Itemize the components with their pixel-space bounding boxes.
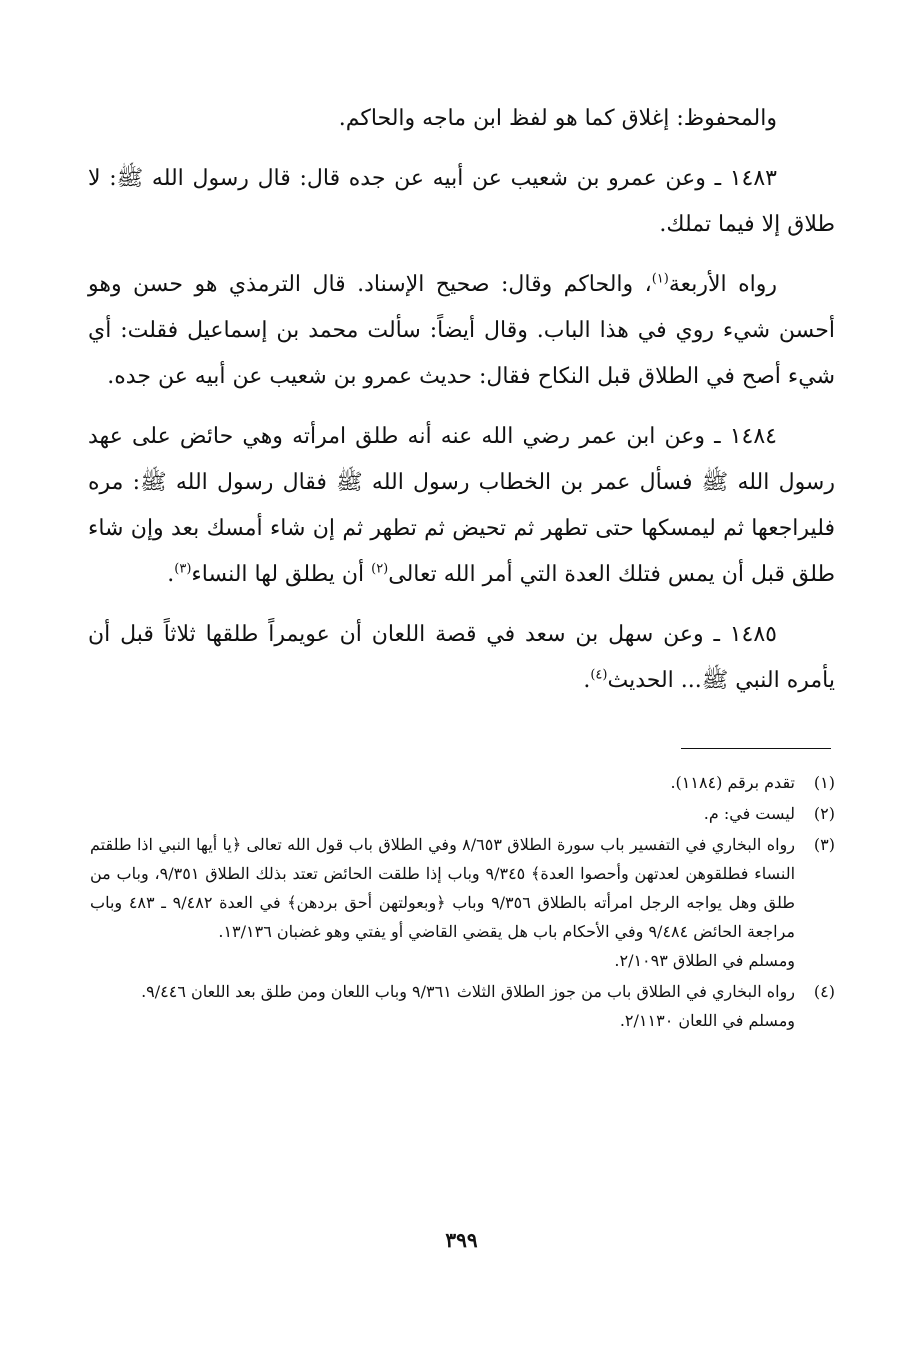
page-number: ٣٩٩ [445, 1228, 478, 1252]
hadith-1484 [88, 414, 835, 598]
footnote-4 [90, 977, 835, 1035]
hadith-1483 [88, 156, 835, 248]
hadith-1484-text-c: . [167, 562, 175, 587]
hadith-1485-text-a: ١٤٨٥ ـ وعن سهل بن سعد في قصة اللعان أن عويمراً طلقها ثلاثاً قبل أن يأمره النبي ﷺ... الحديث [88, 622, 835, 693]
main-text [88, 96, 835, 718]
footnote-text: تقدم برقم (١١٨٤). [670, 773, 795, 792]
footnote-1 [90, 768, 835, 797]
footnote-number: (٤) [813, 982, 835, 1001]
footnote-ref-1[interactable]: (١) [651, 271, 669, 287]
hadith-1484-text-b: أن يطلق لها النساء [191, 562, 372, 587]
footnotes [90, 768, 835, 1037]
footnote-ref-3[interactable]: (٣) [174, 561, 192, 577]
footnote-text: رواه البخاري في الطلاق باب من جوز الطلاق الثلاث ٩/٣٦١ وباب اللعان ومن طلق بعد اللعان ٩/٤٤٦. [141, 982, 795, 1001]
footnote-extra: ومسلم في الطلاق ٢/١٠٩٣. [614, 951, 795, 970]
footnote-3 [90, 830, 835, 975]
commentary-1483 [88, 262, 835, 400]
hadith-1483-text: ١٤٨٣ ـ وعن عمرو بن شعيب عن أبيه عن جده قال: قال رسول الله ﷺ: لا طلاق إلا فيما تملك. [88, 166, 835, 237]
footnote-number: (٢) [813, 804, 835, 823]
footnote-text: ليست في: م. [703, 804, 795, 823]
footnote-text: رواه البخاري في التفسير باب سورة الطلاق ٨/٦٥٣ وفي الطلاق باب قول الله تعالى ﴿يا أيها النبي اذا طلقتم النساء فطلقوهن لعدتهن وأحصوا العدة﴾ ٩/٣٤٥ وباب إذا طلقت الحائض تعتد بذلك الطلاق ٩/٣٥١، وباب من طلق وهل يواجه الرجل امرأته بالطلاق ٩/٣٥٦ وباب ﴿وبعولتهن أحق بردهن﴾ في العدة ٩/٤٨٢ ـ ٤٨٣ وباب مراجعة الحائض ٩/٤٨٤ وفي الأحكام باب هل يقضي القاضي أو يفتي وهو غضبان ١٣/١٣٦. [90, 835, 796, 941]
footnote-number: (٣) [813, 835, 835, 854]
commentary-text-a: رواه الأربعة [668, 272, 777, 297]
paragraph-intro [88, 96, 835, 142]
commentary-text-b: ، والحاكم وقال: صحيح الإسناد. قال الترمذي هو حسن وهو أحسن شيء روي في هذا الباب. وقال أيضاً: سألت محمد بن إسماعيل فقلت: أي شيء أصح في الطلاق قبل النكاح فقال: حديث عمرو بن شعيب عن أبيه عن جده. [88, 272, 835, 389]
paragraph-intro-text: والمحفوظ: إغلاق كما هو لفظ ابن ماجه والحاكم. [338, 106, 777, 131]
hadith-1484-text-a: ١٤٨٤ ـ وعن ابن عمر رضي الله عنه أنه طلق امرأته وهي حائض على عهد رسول الله ﷺ فسأل عمر بن الخطاب رسول الله ﷺ فقال رسول الله ﷺ: مره فليراجعها ثم ليمسكها حتى تطهر ثم تحيض ثم تطهر ثم إن شاء أمسك بعد وإن شاء طلق قبل أن يمس فتلك العدة التي أمر الله تعالى [88, 424, 835, 587]
footnote-ref-2[interactable]: (٢) [371, 561, 389, 577]
hadith-1485 [88, 612, 835, 704]
footnote-divider [681, 748, 831, 749]
footnote-number: (١) [813, 773, 835, 792]
footnote-2 [90, 799, 835, 828]
hadith-1485-text-b: . [583, 668, 591, 693]
footnote-extra: ومسلم في اللعان ٢/١١٣٠. [619, 1011, 795, 1030]
footnote-ref-4[interactable]: (٤) [590, 667, 608, 683]
